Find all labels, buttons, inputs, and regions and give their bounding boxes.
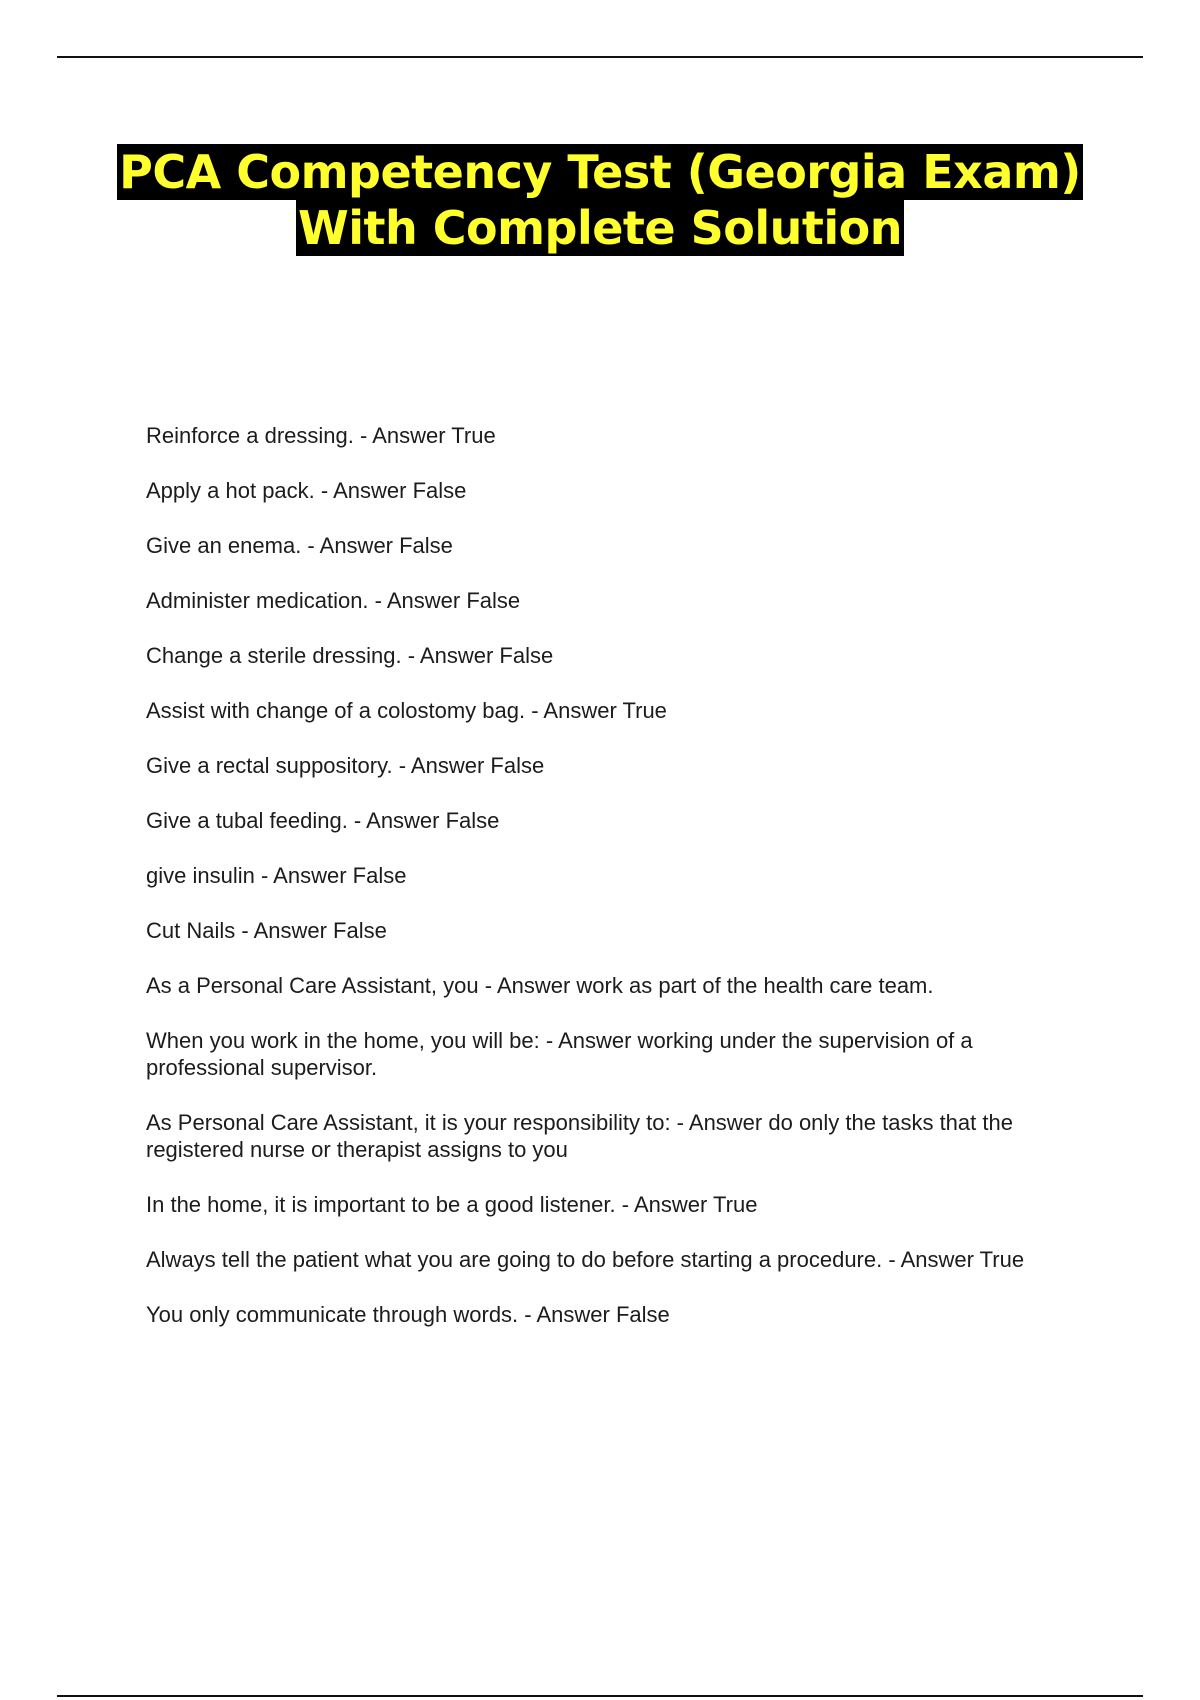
qa-item: Always tell the patient what you are going to do before starting a procedure. - Answer True <box>146 1247 1025 1272</box>
bottom-rule <box>57 1695 1143 1697</box>
qa-item: Give a tubal feeding. - Answer False <box>146 808 500 833</box>
qa-item: As Personal Care Assistant, it is your responsibility to: - Answer do only the tasks that the registered nurse or therapist assigns to you <box>146 1110 1013 1162</box>
qa-item: Change a sterile dressing. - Answer False <box>146 643 554 668</box>
qa-item: Administer medication. - Answer False <box>146 588 521 613</box>
qa-item: Give an enema. - Answer False <box>146 533 453 558</box>
qa-item: Cut Nails - Answer False <box>146 918 387 943</box>
qa-item: When you work in the home, you will be: - Answer working under the supervision of a professional supervisor. <box>146 1028 973 1080</box>
title-line-2: With Complete Solution <box>297 201 902 255</box>
qa-item: You only communicate through words. - Answer False <box>146 1302 670 1327</box>
qa-item: Assist with change of a colostomy bag. - Answer True <box>146 698 667 723</box>
title-line-1: PCA Competency Test (Georgia Exam) <box>119 145 1081 199</box>
qa-item: Give a rectal suppository. - Answer False <box>146 753 545 778</box>
top-rule <box>57 56 1143 58</box>
qa-item: Reinforce a dressing. - Answer True <box>146 423 496 448</box>
qa-item: As a Personal Care Assistant, you - Answer work as part of the health care team. <box>146 973 934 998</box>
question-answer-list <box>146 422 1076 1356</box>
qa-item: In the home, it is important to be a good listener. - Answer True <box>146 1192 758 1217</box>
document-title <box>0 144 1200 256</box>
qa-item: give insulin - Answer False <box>146 863 407 888</box>
qa-item: Apply a hot pack. - Answer False <box>146 478 467 503</box>
